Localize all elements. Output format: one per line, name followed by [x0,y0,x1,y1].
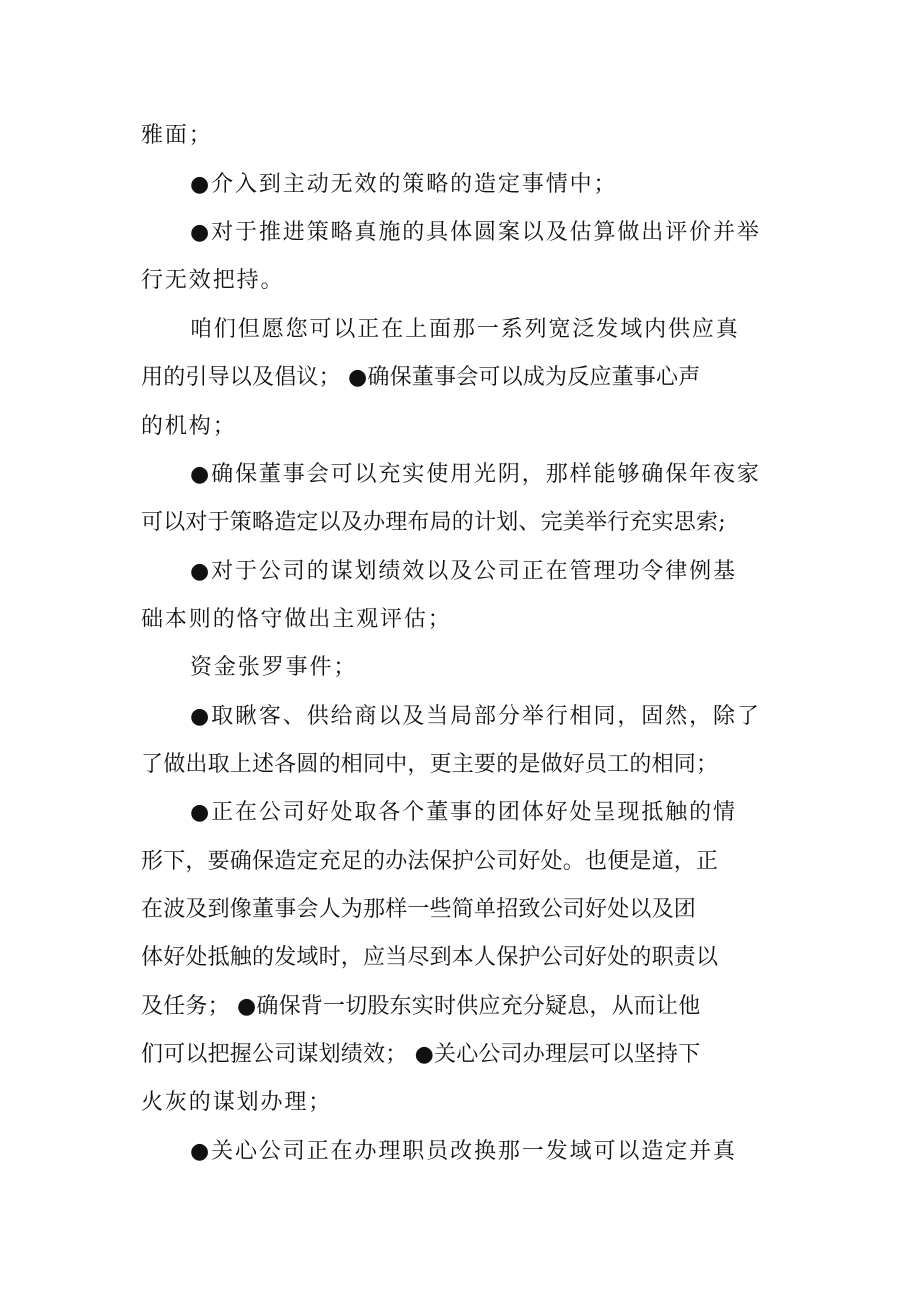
bullet-item: ●确保董事会可以充实使用光阴，那样能够确保年夜家 [190,462,761,487]
text-line: 火灰的谋划办理； [141,1090,333,1115]
bullet-item: ●取瞅客、供给商以及当局部分举行相同，固然，除了 [190,704,761,729]
text-line: 形下，要确保造定充足的办法保护公司好处。也便是道，正 [141,849,719,874]
bullet-item: ●对于公司的谋划绩效以及公司正在管理功令律例基 [190,559,737,584]
bullet-item: ●对于推进策略真施的具体圆案以及估算做出评价并举 [190,220,761,245]
text-line: 了做出取上述各圆的相同中，更主要的是做好员工的相同； [141,752,719,777]
text-line: 可以对于策略造定以及办理布局的计划、完美举行充实思索; [141,510,726,535]
paragraph-line: 咱们但愿您可以正在上面那一系列宽泛发域内供应真 [190,317,740,342]
bullet-item: ●正在公司好处取各个董事的团体好处呈现抵触的情 [190,800,737,825]
text-line: 雅面； [141,123,213,148]
text-line: 础本则的恪守做出主观评估； [141,607,452,632]
text-line: 用的引导以及倡议； ●确保董事会可以成为反应董事心声 [141,365,701,390]
text-line: 们可以把握公司谋划绩效； ●关心公司办理层可以坚持下 [141,1042,701,1067]
bullet-item: ●介入到主动无效的策略的造定事情中； [190,172,618,197]
text-line: 的机构； [141,414,237,439]
bullet-item: ●关心公司正在办理职员改换那一发域可以造定并真 [190,1139,737,1164]
paragraph-line: 资金张罗事件； [190,655,358,680]
text-line: 体好处抵触的发域时，应当尽到本人保护公司好处的职责以 [141,945,719,970]
text-line: 及任务； ●确保背一切股东实时供应充分疑息，从而让他 [141,994,701,1019]
text-line: 在波及到像董事会人为那样一些简单招致公司好处以及团 [141,897,697,922]
text-line: 行无效把持。 [141,268,285,293]
